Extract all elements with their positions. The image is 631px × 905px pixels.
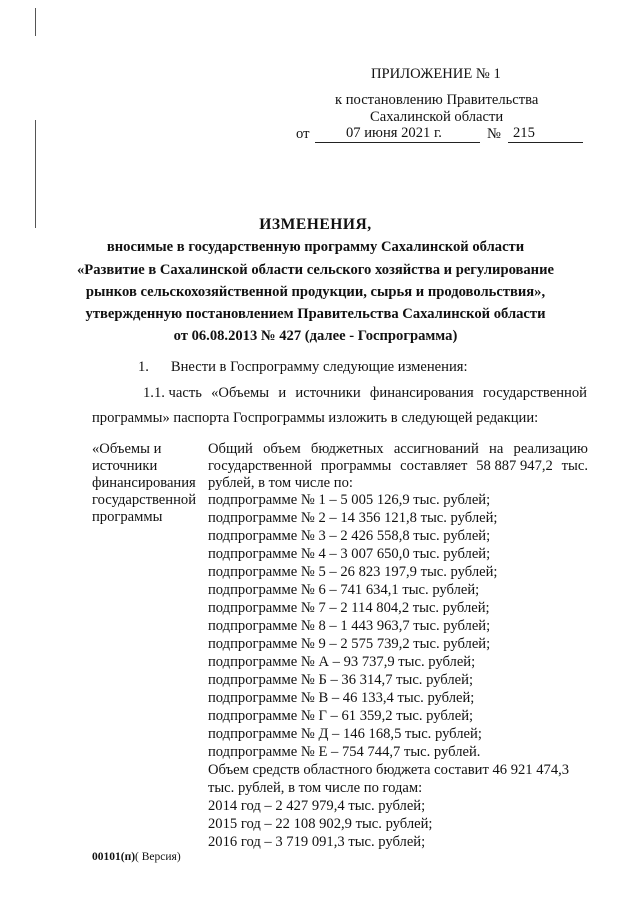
- word: на: [489, 441, 504, 457]
- appendix-resolution-line: к постановлению Правительства: [335, 92, 539, 108]
- item-1-1-line1: [143, 385, 587, 402]
- word: программы: [320, 458, 392, 474]
- word: тыс.: [561, 458, 588, 474]
- word: объем: [263, 441, 301, 457]
- item-1-1-line2: программы» паспорта Госпрограммы изложить в следующей редакции:: [92, 410, 539, 426]
- subprogram-line: подпрограмме № Б – 36 314,7 тыс. рублей;: [208, 672, 473, 688]
- word: 58 887 947,2: [476, 458, 553, 474]
- number-underline: [508, 142, 583, 143]
- footer-version: ( Версия): [135, 851, 181, 863]
- subprogram-line: подпрограмме № А – 93 737,9 тыс. рублей;: [208, 654, 476, 670]
- footer-mark: [92, 851, 181, 863]
- heading-line: «Развитие в Сахалинской области сельского хозяйства и регулирование: [77, 262, 554, 278]
- year-line: 2016 год – 3 719 091,3 тыс. рублей;: [208, 834, 426, 850]
- heading-line: утвержденную постановлением Правительства Сахалинской области: [85, 306, 546, 322]
- table-left-cell-line: источники: [92, 458, 158, 474]
- scan-edge-line: [35, 120, 36, 228]
- subprogram-line: подпрограмме № Е – 754 744,7 тыс. рублей.: [208, 744, 481, 760]
- word: и: [278, 385, 287, 401]
- appendix-number-label: №: [487, 126, 501, 142]
- appendix-title: ПРИЛОЖЕНИЕ № 1: [371, 66, 501, 82]
- subprogram-line: подпрограмме № 1 – 5 005 126,9 тыс. рублей;: [208, 492, 491, 508]
- subprogram-line: подпрограмме № 3 – 2 426 558,8 тыс. рублей;: [208, 528, 491, 544]
- word: «Объемы: [211, 385, 270, 401]
- subprogram-line: подпрограмме № Г – 61 359,2 тыс. рублей;: [208, 708, 474, 724]
- subprogram-line: подпрограмме № 8 – 1 443 963,7 тыс. рублей;: [208, 618, 491, 634]
- word: Общий: [208, 441, 253, 457]
- scan-edge-line: [35, 8, 36, 36]
- date-underline: [315, 142, 480, 143]
- appendix-date: 07 июня 2021 г.: [346, 125, 442, 141]
- heading-line: от 06.08.2013 № 427 (далее - Госпрограмма): [173, 328, 458, 344]
- subprogram-line: подпрограмме № 4 – 3 007 650,0 тыс. рублей;: [208, 546, 491, 562]
- year-line: 2015 год – 22 108 902,9 тыс. рублей;: [208, 816, 433, 832]
- subprogram-line: подпрограмме № 7 – 2 114 804,2 тыс. рублей;: [208, 600, 490, 616]
- word: финансирования: [369, 385, 474, 401]
- regional-budget-line2: тыс. рублей, в том числе по годам:: [208, 780, 423, 796]
- word: государственной: [208, 458, 313, 474]
- heading-title: ИЗМЕНЕНИЯ,: [259, 216, 372, 233]
- table-left-cell-line: государственной: [92, 492, 197, 508]
- table-left-cell-line: финансирования: [92, 475, 196, 491]
- word: государственной: [482, 385, 587, 401]
- heading-line: рынков сельскохозяйственной продукции, сырья и продовольствия»,: [85, 284, 546, 300]
- table-intro-line3: рублей, в том числе по:: [208, 475, 353, 491]
- word: составляет: [400, 458, 468, 474]
- subprogram-line: подпрограмме № 2 – 14 356 121,8 тыс. рублей;: [208, 510, 498, 526]
- subprogram-line: подпрограмме № Д – 146 168,5 тыс. рублей;: [208, 726, 482, 742]
- appendix-region-line: Сахалинской области: [370, 109, 504, 125]
- word: источники: [295, 385, 361, 401]
- heading-line: вносимые в государственную программу Сахалинской области: [106, 239, 525, 255]
- appendix-from-label: от: [296, 126, 310, 142]
- word: бюджетных: [310, 441, 384, 457]
- year-line: 2014 год – 2 427 979,4 тыс. рублей;: [208, 798, 426, 814]
- table-intro-line2: [208, 458, 588, 475]
- regional-budget-line1: Объем средств областного бюджета составит 46 921 474,3: [208, 762, 570, 778]
- appendix-number: 215: [513, 125, 535, 141]
- subprogram-line: подпрограмме № 9 – 2 575 739,2 тыс. рублей;: [208, 636, 491, 652]
- table-left-cell-line: «Объемы и: [92, 441, 162, 457]
- item-1: 1. Внести в Госпрограмму следующие изменения:: [138, 359, 468, 375]
- subprogram-line: подпрограмме № В – 46 133,4 тыс. рублей;: [208, 690, 475, 706]
- word: реализацию: [513, 441, 588, 457]
- table-left-cell-line: программы: [92, 509, 163, 525]
- word: ассигнований: [393, 441, 479, 457]
- subprogram-line: подпрограмме № 6 – 741 634,1 тыс. рублей;: [208, 582, 480, 598]
- word: 1.1. часть: [143, 385, 202, 401]
- table-intro-line1: [208, 441, 588, 458]
- subprogram-line: подпрограмме № 5 – 26 823 197,9 тыс. рублей;: [208, 564, 498, 580]
- footer-code: 00101(п): [92, 851, 136, 863]
